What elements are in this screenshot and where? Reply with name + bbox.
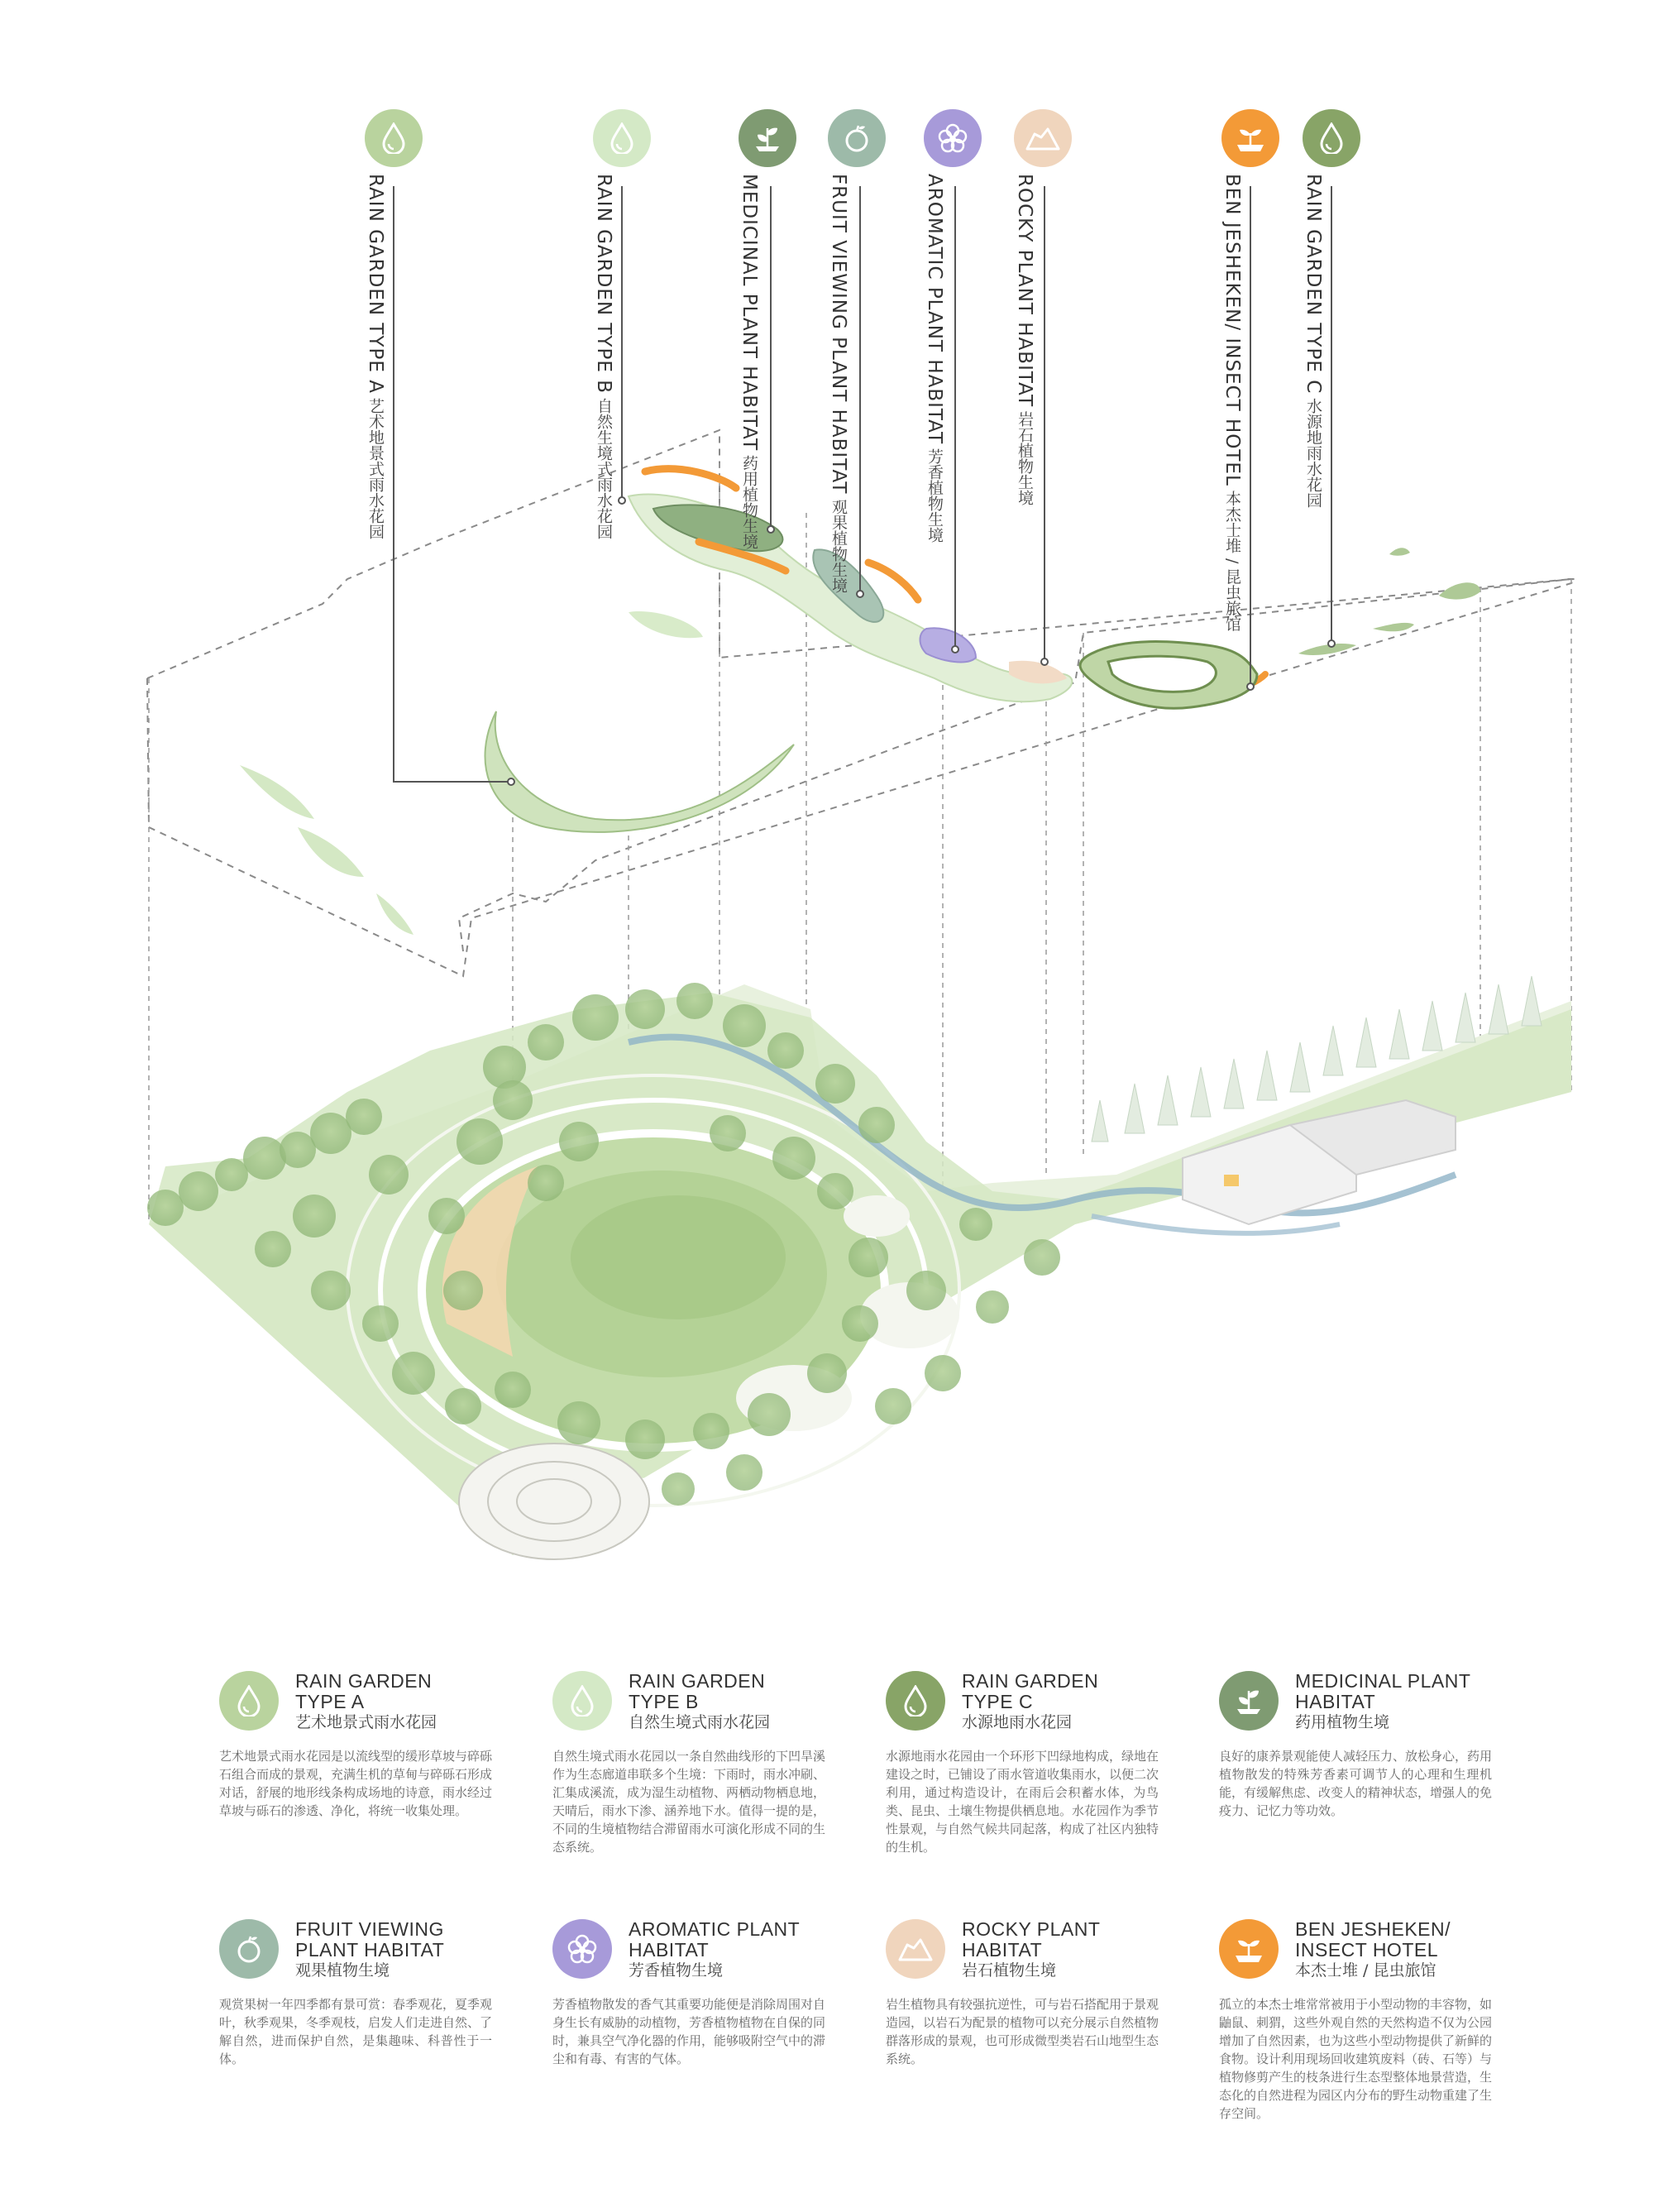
callout-label-en: FRUIT VIEWING PLANT HABITAT — [828, 174, 849, 495]
flower-icon — [924, 109, 982, 167]
legend-title — [295, 1671, 519, 1733]
legend-description: 孤立的本杰士堆常常被用于小型动物的丰容物，如鼬鼠、刺猬，这些外观自然的天然构造不仅为公园增加了自然因素，也为这些小型动物提供了新鲜的食物。设计利用现场回收建筑废料（砖、石等）与植物修剪产生的枝条进行生态型整体地景营造，生态化的自然进程为园区内分布的野生动物重建了生存空间。 — [1219, 1997, 1493, 2121]
callout-label-en: RAIN GARDEN TYPE A — [365, 174, 386, 394]
sprout-icon — [1221, 109, 1279, 167]
drop-icon — [365, 109, 423, 167]
callout-label-en: BEN JESHEKEN/ INSECT HOTEL — [1221, 174, 1243, 486]
callout-label-zh: 自然生境式雨水花园 — [595, 398, 613, 540]
drop-icon — [593, 109, 651, 167]
drop-icon — [552, 1671, 612, 1731]
callout-label-zh: 艺术地景式雨水花园 — [366, 398, 385, 540]
legend-title-line1: MEDICINAL PLANT — [1295, 1670, 1471, 1692]
legend-title-zh: 本杰士堆 / 昆虫旅馆 — [1295, 1961, 1436, 1980]
leaves-icon — [739, 109, 796, 167]
callout-label-zh: 水源地雨水花园 — [1304, 398, 1322, 509]
legend-title-zh: 芳香植物生境 — [629, 1961, 724, 1980]
callout-label-zh: 岩石植物生境 — [1016, 411, 1034, 506]
legend-title-line1: RAIN GARDEN — [629, 1670, 766, 1692]
callout-label-en: MEDICINAL PLANT HABITAT — [739, 174, 760, 452]
legend-title-line2: HABITAT — [629, 1939, 710, 1961]
legend-title — [629, 1671, 852, 1733]
legend-description: 岩生植物具有较强抗逆性，可与岩石搭配用于景观造园，以岩石为配景的植物可以充分展示自然植物群落形成的景观，也可形成微型类岩石山地型生态系统。 — [886, 1997, 1159, 2066]
legend-title-line1: RAIN GARDEN — [962, 1670, 1099, 1692]
legend-description: 良好的康养景观能使人减轻压力、放松身心，药用植物散发的特殊芳香素可调节人的心理和生理机能，有缓解焦虑、改变人的精神状态，增强人的免疫力、记忆力等功效。 — [1219, 1749, 1493, 1818]
legend-title — [962, 1671, 1185, 1733]
drop-icon — [1303, 109, 1360, 167]
legend-title-zh: 自然生境式雨水花园 — [629, 1713, 771, 1731]
legend-title-line1: RAIN GARDEN — [295, 1670, 433, 1692]
legend-description: 水源地雨水花园由一个环形下凹绿地构成，绿地在建设之时，已铺设了雨水管道收集雨水，以便二次利用，通过构造设计，在雨后会积蓄水体，为鸟类、昆虫、土壤生物提供栖息地。水花园作为季节性景观，与自然气候共同起落，构成了社区内独特的生机。 — [886, 1749, 1159, 1855]
legend-title-line2: INSECT HOTEL — [1295, 1939, 1438, 1961]
legend-title-line2: HABITAT — [962, 1939, 1043, 1961]
drop-icon — [886, 1671, 945, 1731]
flower-icon — [552, 1919, 612, 1979]
rock-icon — [886, 1919, 945, 1979]
callout-label-zh: 药用植物生境 — [740, 455, 758, 550]
legend-title-zh: 艺术地景式雨水花园 — [295, 1713, 437, 1731]
legend-title — [1295, 1671, 1518, 1733]
leaves-icon — [1219, 1671, 1279, 1731]
legend-title — [629, 1919, 852, 1981]
legend-title — [962, 1919, 1185, 1981]
legend-title-line2: TYPE B — [629, 1691, 699, 1712]
legend-description: 自然生境式雨水花园以一条自然曲线形的下凹旱溪作为生态廊道串联多个生境：下雨时，雨水冲刷、汇集成溪流，成为湿生动植物、两栖动物栖息地，天晴后，雨水下渗、涵养地下水。值得一提的是，不同的生境植物结合滞留雨水可演化形成不同的生态系统。 — [552, 1749, 826, 1855]
fruit-icon — [828, 109, 886, 167]
legend-description: 艺术地景式雨水花园是以流线型的缓形草坡与碎砾石组合而成的景观，充满生机的草甸与碎砾石形成对话，舒展的地形线条构成场地的诗意，雨水经过草坡与砾石的渗透、净化，将统一收集处理。 — [219, 1749, 493, 1818]
callout-label-zh: 芳香植物生境 — [925, 448, 944, 543]
callout-label-zh: 本杰士堆 / 昆虫旅馆 — [1223, 490, 1241, 632]
legend-title-zh: 岩石植物生境 — [962, 1961, 1057, 1980]
legend-description: 芳香植物散发的香气其重要功能便是消除周围对自身生长有威胁的动植物，芳香植物植物在自保的同时，兼具空气净化器的作用，能够吸附空气中的滞尘和有毒、有害的气体。 — [552, 1997, 826, 2066]
legend-title-line1: BEN JESHEKEN/ — [1295, 1918, 1451, 1940]
legend-title — [295, 1919, 519, 1981]
legend-title-zh: 水源地雨水花园 — [962, 1713, 1073, 1731]
callout-label-en: RAIN GARDEN TYPE C — [1303, 174, 1324, 395]
legend-description: 观赏果树一年四季都有景可赏：春季观花，夏季观叶，秋季观果，冬季观枝，启发人们走进自然、了解自然，进而保护自然，是集趣味、科普性于一体。 — [219, 1997, 493, 2066]
legend-title-line1: ROCKY PLANT — [962, 1918, 1101, 1940]
upper-layer-outline — [147, 430, 1575, 976]
callout-label-en: AROMATIC PLANT HABITAT — [924, 174, 945, 445]
legend-title-line1: AROMATIC PLANT — [629, 1918, 801, 1940]
legend-title-line2: TYPE A — [295, 1691, 365, 1712]
callout-label-en: ROCKY PLANT HABITAT — [1014, 174, 1035, 408]
legend-title-line2: PLANT HABITAT — [295, 1939, 445, 1961]
rock-icon — [1014, 109, 1072, 167]
legend-title-zh: 药用植物生境 — [1295, 1713, 1390, 1731]
legend-title-line1: FRUIT VIEWING — [295, 1918, 444, 1940]
callout-label-zh: 观果植物生境 — [829, 498, 848, 593]
drop-icon — [219, 1671, 279, 1731]
callout-label-en: RAIN GARDEN TYPE B — [593, 174, 614, 394]
legend-title-line2: HABITAT — [1295, 1691, 1376, 1712]
fruit-icon — [219, 1919, 279, 1979]
legend-title-line2: TYPE C — [962, 1691, 1034, 1712]
sprout-icon — [1219, 1919, 1279, 1979]
legend-title — [1295, 1919, 1518, 1981]
legend-title-zh: 观果植物生境 — [295, 1961, 390, 1980]
